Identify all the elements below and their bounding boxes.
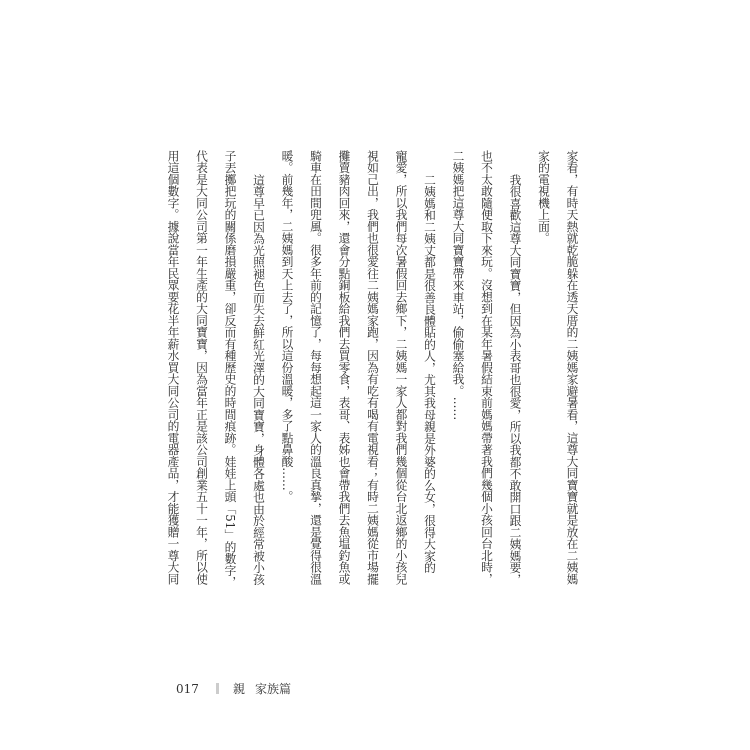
text-column: 二姨媽和二姨丈都是很善良體貼的人，尤其我母親是外婆的么女，很得大家的 [422, 173, 437, 573]
text-column: 攤賣豬肉回來，還會分點銅板給我們去買零食，表哥、表姊也會帶我們去魚塭釣魚或 [337, 150, 351, 585]
text-column: 暖。前幾年，二姨媽到天上去了，所以這份溫暖，多了點鼻酸……。 [280, 150, 294, 503]
chapter-label: 家族篇 [255, 682, 292, 696]
text-column: 視如己出，我們也很愛往二姨媽家跑，因為有吃有喝有電視看；有時二姨媽從市場擺 [365, 150, 380, 585]
text-column: 也不太敢隨便取下來玩。沒想到在某年暑假結束前媽媽帶著我們幾個小孩回台北時， [479, 150, 494, 585]
footer-divider [216, 683, 219, 694]
text-column: 這尊早已因為光照褪色而失去鮮紅光澤的大同寶寶，身體各處也由於經常被小孩 [251, 173, 266, 585]
text-column: 我很喜歡這尊大同寶寶，但因為小表哥也很愛，所以我都不敢開口跟二姨媽要， [508, 173, 522, 585]
text-column: 代表是大同公司第一年生產的大同寶寶，因為當年正是該公司創業五十一年，所以使 [194, 150, 209, 585]
text-column: 家看，有時天熱就乾脆躲在透天厝的二姨媽家避暑看，這尊大同寶寶就是放在二姨媽 [565, 150, 579, 585]
section-label: 親 [233, 682, 246, 696]
text-column: 子丟擲把玩的關係磨損嚴重，卻反而有種歷史的時間痕跡。娃娃上頭「51」的數字， [223, 150, 237, 588]
page-number: 017 [176, 681, 199, 696]
page-footer [176, 680, 291, 697]
vertical-body-text [158, 150, 586, 590]
text-column: 寵愛，所以我們每次暑假回去鄉下，二姨媽一家人都對我們幾個從台北返鄉的小孩兒 [394, 150, 408, 585]
text-column: 家的電視機上面。 [536, 150, 551, 244]
text-column: 騎車在田間兜風。很多年前的記憶了，每每想起這一家人的溫良真摯，還是覺得很溫 [308, 150, 323, 585]
text-column: 二姨媽把這尊大同寶寶帶來車站，偷偷塞給我。…… [451, 150, 465, 421]
text-column: 用這個數字。據說當年民眾要花半年薪水買大同公司的電器產品，才能獲贈一尊大同 [166, 150, 180, 585]
